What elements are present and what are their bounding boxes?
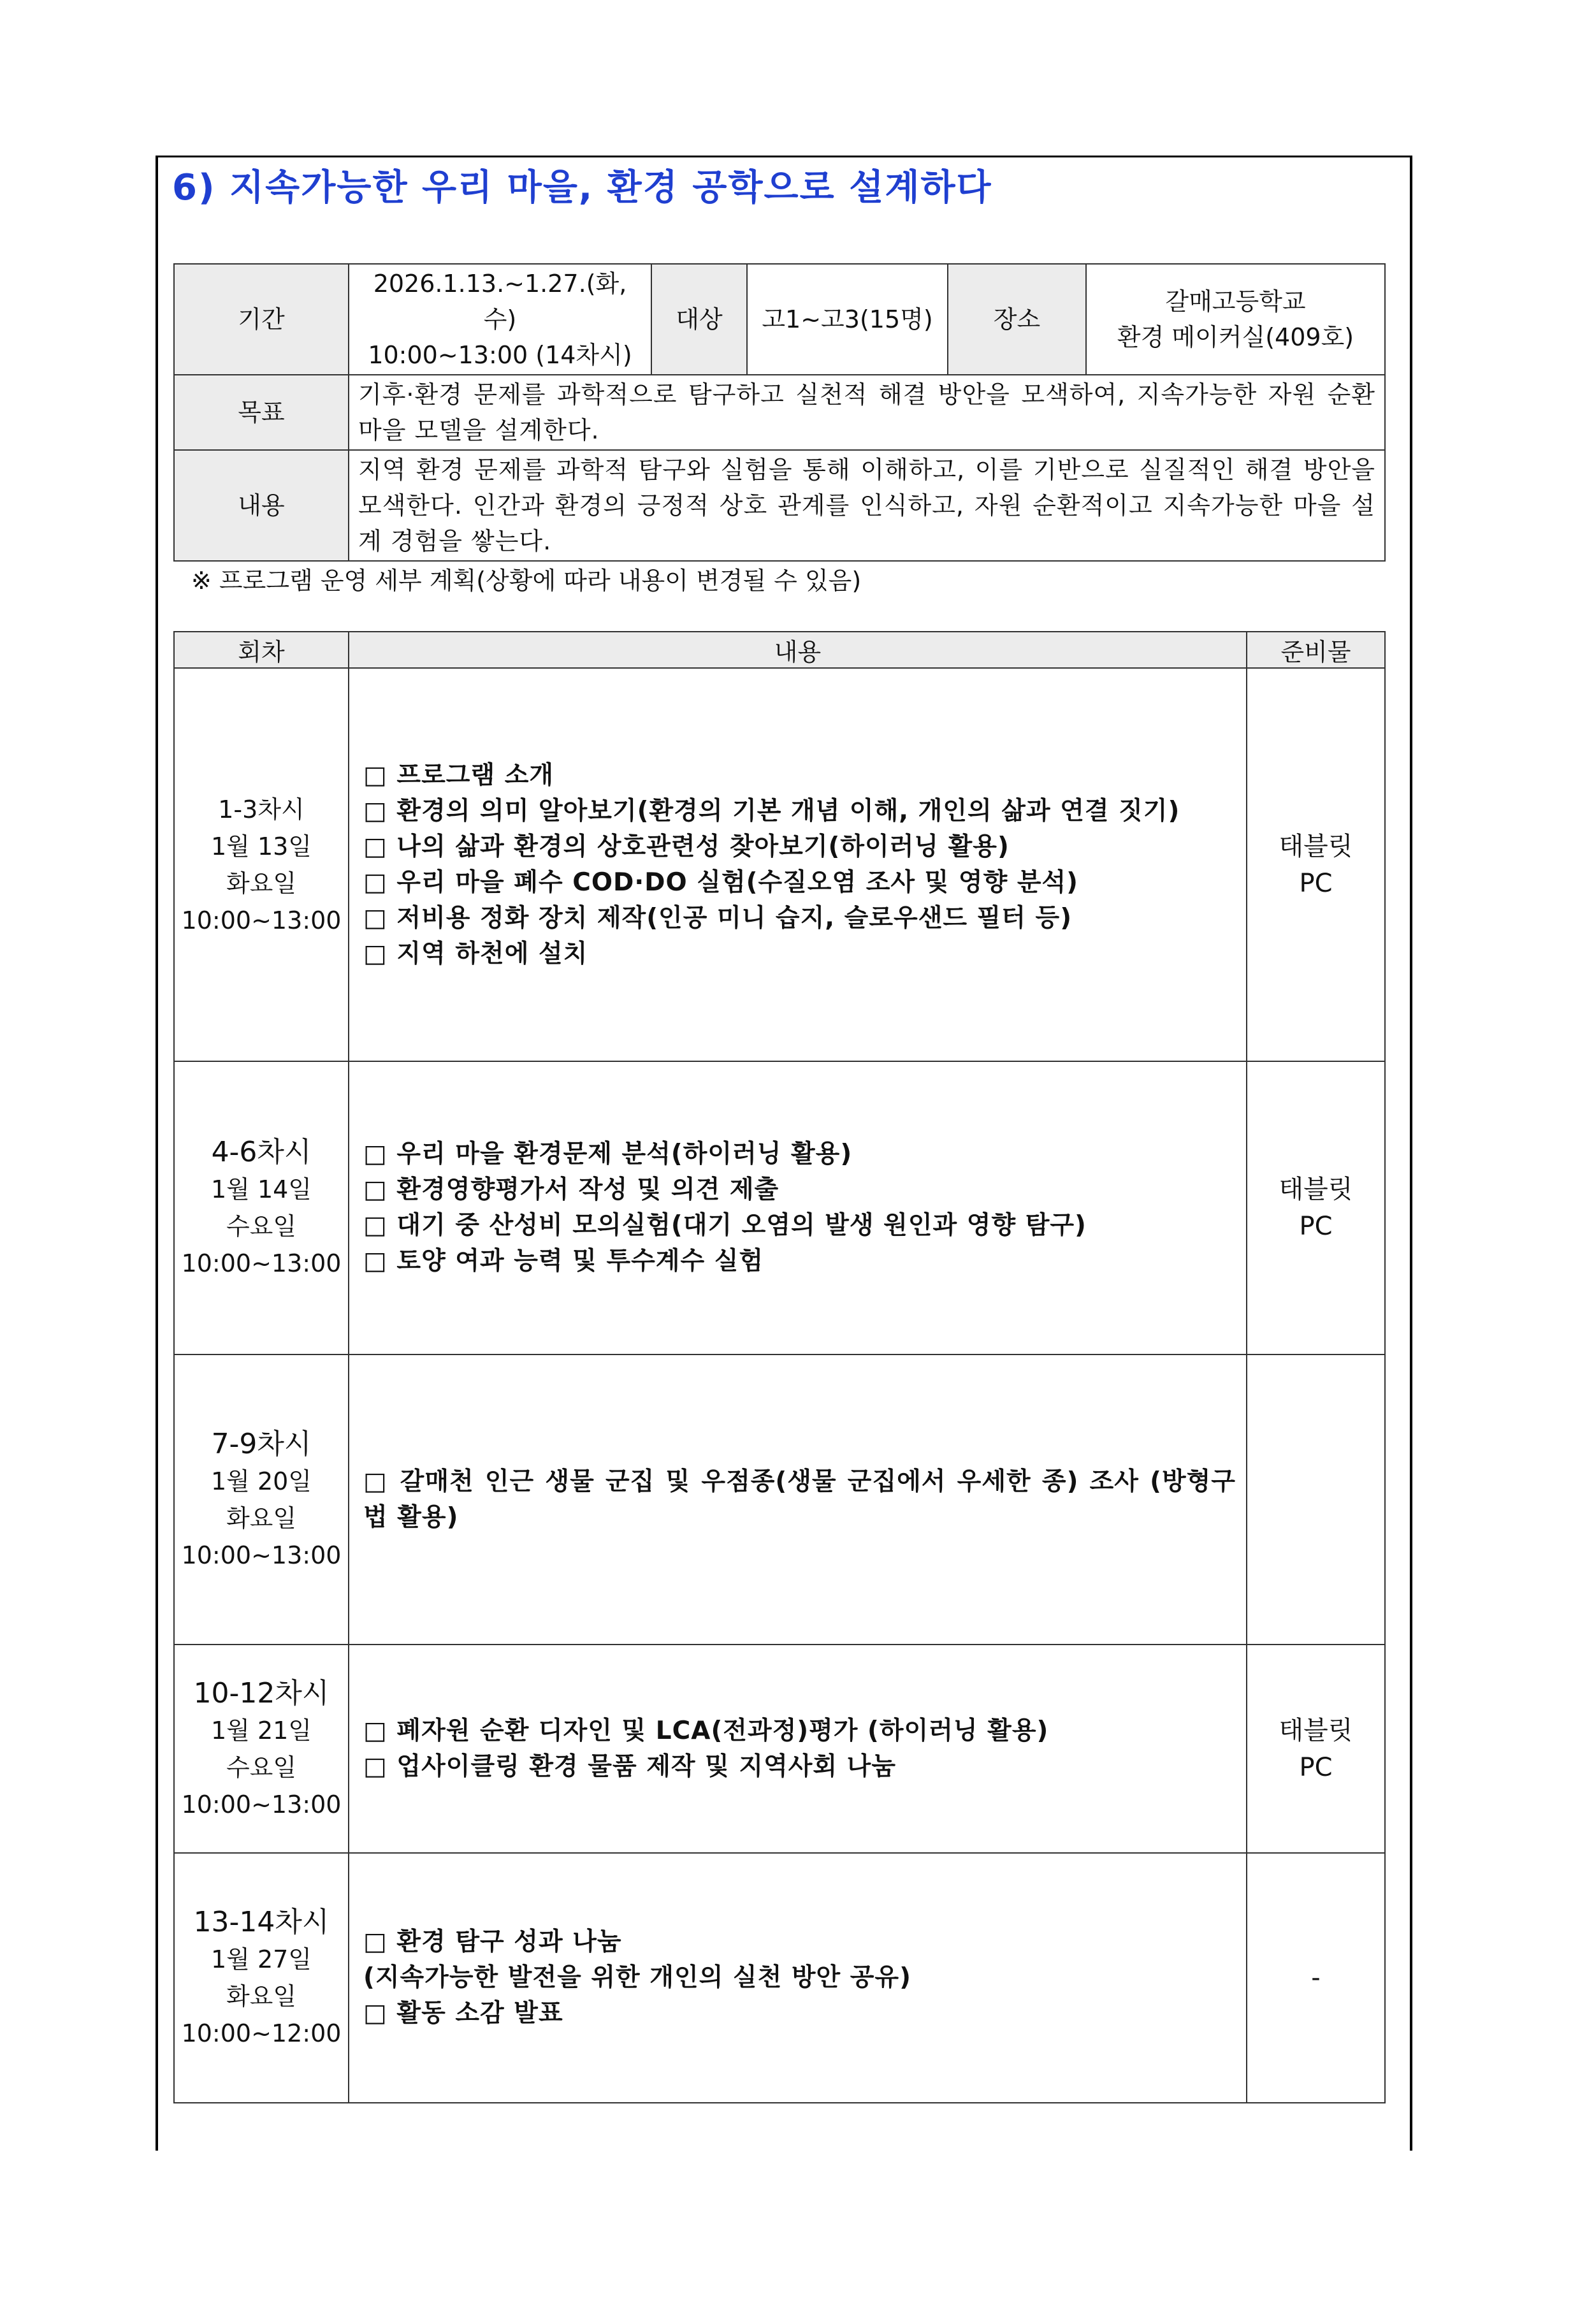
period-dates: 2026.1.13.~1.27.(화,수)	[373, 270, 627, 333]
content-item: □ 우리 마을 환경문제 분석(하이러닝 활용)	[363, 1140, 853, 1168]
content-item: □ 프로그램 소개	[363, 760, 554, 790]
content-item: □ 저비용 정화 장치 제작(인공 미니 습지, 슬로우샌드 필터 등)	[363, 903, 1073, 933]
session-date: 1월 13일	[210, 832, 312, 861]
content-item: □ 환경의 의미 알아보기(환경의 기본 개념 이해, 개인의 삶과 연결 짓기)	[363, 796, 1180, 825]
page-title: 6) 지속가능한 우리 마을, 환경 공학으로 설계하다	[172, 167, 992, 208]
session-label: 13-14차시	[193, 1906, 330, 1938]
content-item: □ 환경영향평가서 작성 및 의견 제출	[363, 1175, 779, 1204]
place-label: 장소	[948, 264, 1086, 375]
session-time: 10:00~13:00	[181, 906, 342, 934]
content-item: (지속가능한 발전을 위한 개인의 실천 방안 공유)	[363, 1963, 911, 1992]
schedule-table	[173, 631, 1386, 2103]
session-day: 화요일	[226, 869, 297, 897]
session-date: 1월 27일	[210, 1945, 312, 1973]
session-label: 7-9차시	[211, 1427, 312, 1460]
content-item: □ 대기 중 산성비 모의실험(대기 오염의 발생 원인과 영향 탐구)	[363, 1211, 1087, 1240]
place-value	[1086, 264, 1385, 375]
content-item: □ 토양 여과 능력 및 투수계수 실험	[363, 1247, 764, 1275]
session-cell	[174, 1645, 349, 1853]
prep-cell	[1247, 1853, 1385, 2103]
content-item: □ 폐자원 순환 디자인 및 LCA(전과정)평가 (하이러닝 활용)	[363, 1716, 1049, 1745]
header-session: 회차	[174, 632, 349, 668]
content-cell	[349, 1645, 1247, 1853]
content-cell	[349, 1853, 1247, 2103]
content-text: 지역 환경 문제를 과학적 탐구와 실험을 통해 이해하고, 이를 기반으로 실질적인 해결 방안을 모색한다. 인간과 환경의 긍정적 상호 관계를 인식하고, 자원 순환적이고 지속가능한 마을 설계 경험을 쌓는다.	[349, 450, 1385, 561]
session-day: 수요일	[226, 1753, 297, 1782]
prep-line: PC	[1299, 1212, 1333, 1241]
session-time: 10:00~13:00	[181, 1541, 342, 1569]
session-date: 1월 14일	[210, 1175, 312, 1203]
session-day: 화요일	[226, 1982, 297, 2010]
prep-cell	[1247, 1645, 1385, 1853]
content-item: □ 나의 삶과 환경의 상호관련성 찾아보기(하이러닝 활용)	[363, 832, 1010, 861]
prep-line: PC	[1299, 1752, 1333, 1782]
schedule-header-row	[174, 632, 1385, 668]
prep-line: 태블릿	[1279, 831, 1353, 861]
session-label: 1-3차시	[218, 795, 305, 824]
session-day: 수요일	[226, 1212, 297, 1240]
schedule-note: ※ 프로그램 운영 세부 계획(상황에 따라 내용이 변경될 수 있음)	[191, 567, 862, 595]
content-item: □ 지역 하천에 설치	[363, 939, 588, 968]
prep-line: -	[1311, 1963, 1321, 1993]
goal-text: 기후·환경 문제를 과학적으로 탐구하고 실천적 해결 방안을 모색하여, 지속가능한 자원 순환 마을 모델을 설계한다.	[349, 375, 1385, 450]
period-label: 기간	[174, 264, 349, 375]
content-cell	[349, 1354, 1247, 1645]
goal-label: 목표	[174, 375, 349, 450]
schedule-row	[174, 668, 1385, 1061]
prep-cell	[1247, 1061, 1385, 1354]
content-cell	[349, 668, 1247, 1061]
session-cell	[174, 1354, 349, 1645]
session-cell	[174, 668, 349, 1061]
place-room: 환경 메이커실(409호)	[1117, 323, 1354, 351]
place-school: 갈매고등학교	[1165, 287, 1306, 316]
header-prep: 준비물	[1247, 632, 1385, 668]
prep-cell	[1247, 1354, 1385, 1645]
header-content: 내용	[349, 632, 1247, 668]
session-cell	[174, 1061, 349, 1354]
target-label: 대상	[651, 264, 747, 375]
session-date: 1월 20일	[210, 1467, 312, 1495]
content-item: □ 업사이클링 환경 물품 제작 및 지역사회 나눔	[363, 1752, 897, 1781]
content-label: 내용	[174, 450, 349, 561]
overview-table	[173, 263, 1386, 562]
prep-cell	[1247, 668, 1385, 1061]
session-cell	[174, 1853, 349, 2103]
session-label: 4-6차시	[211, 1136, 312, 1168]
prep-line: PC	[1299, 868, 1333, 898]
prep-line: 태블릿	[1279, 1715, 1353, 1745]
content-item: □ 갈매천 인근 생물 군집 및 우점종(생물 군집에서 우세한 종) 조사 (방형구법 활용)	[363, 1467, 1236, 1532]
schedule-row	[174, 1061, 1385, 1354]
target-value: 고1~고3(15명)	[747, 264, 948, 375]
schedule-row	[174, 1853, 1385, 2103]
session-time: 10:00~12:00	[181, 2019, 342, 2047]
schedule-row	[174, 1645, 1385, 1853]
session-date: 1월 21일	[210, 1716, 312, 1745]
period-value	[349, 264, 651, 375]
period-time: 10:00~13:00 (14차시)	[368, 341, 632, 369]
session-day: 화요일	[226, 1504, 297, 1532]
prep-line: 태블릿	[1279, 1175, 1353, 1204]
content-cell	[349, 1061, 1247, 1354]
session-time: 10:00~13:00	[181, 1249, 342, 1277]
content-item: □ 환경 탐구 성과 나눔	[363, 1928, 622, 1956]
session-label: 10-12차시	[193, 1676, 330, 1710]
content-item: □ 우리 마을 폐수 COD·DO 실험(수질오염 조사 및 영향 분석)	[363, 868, 1078, 897]
schedule-row	[174, 1354, 1385, 1645]
content-item: □ 활동 소감 발표	[363, 1999, 563, 2028]
session-time: 10:00~13:00	[181, 1790, 342, 1819]
